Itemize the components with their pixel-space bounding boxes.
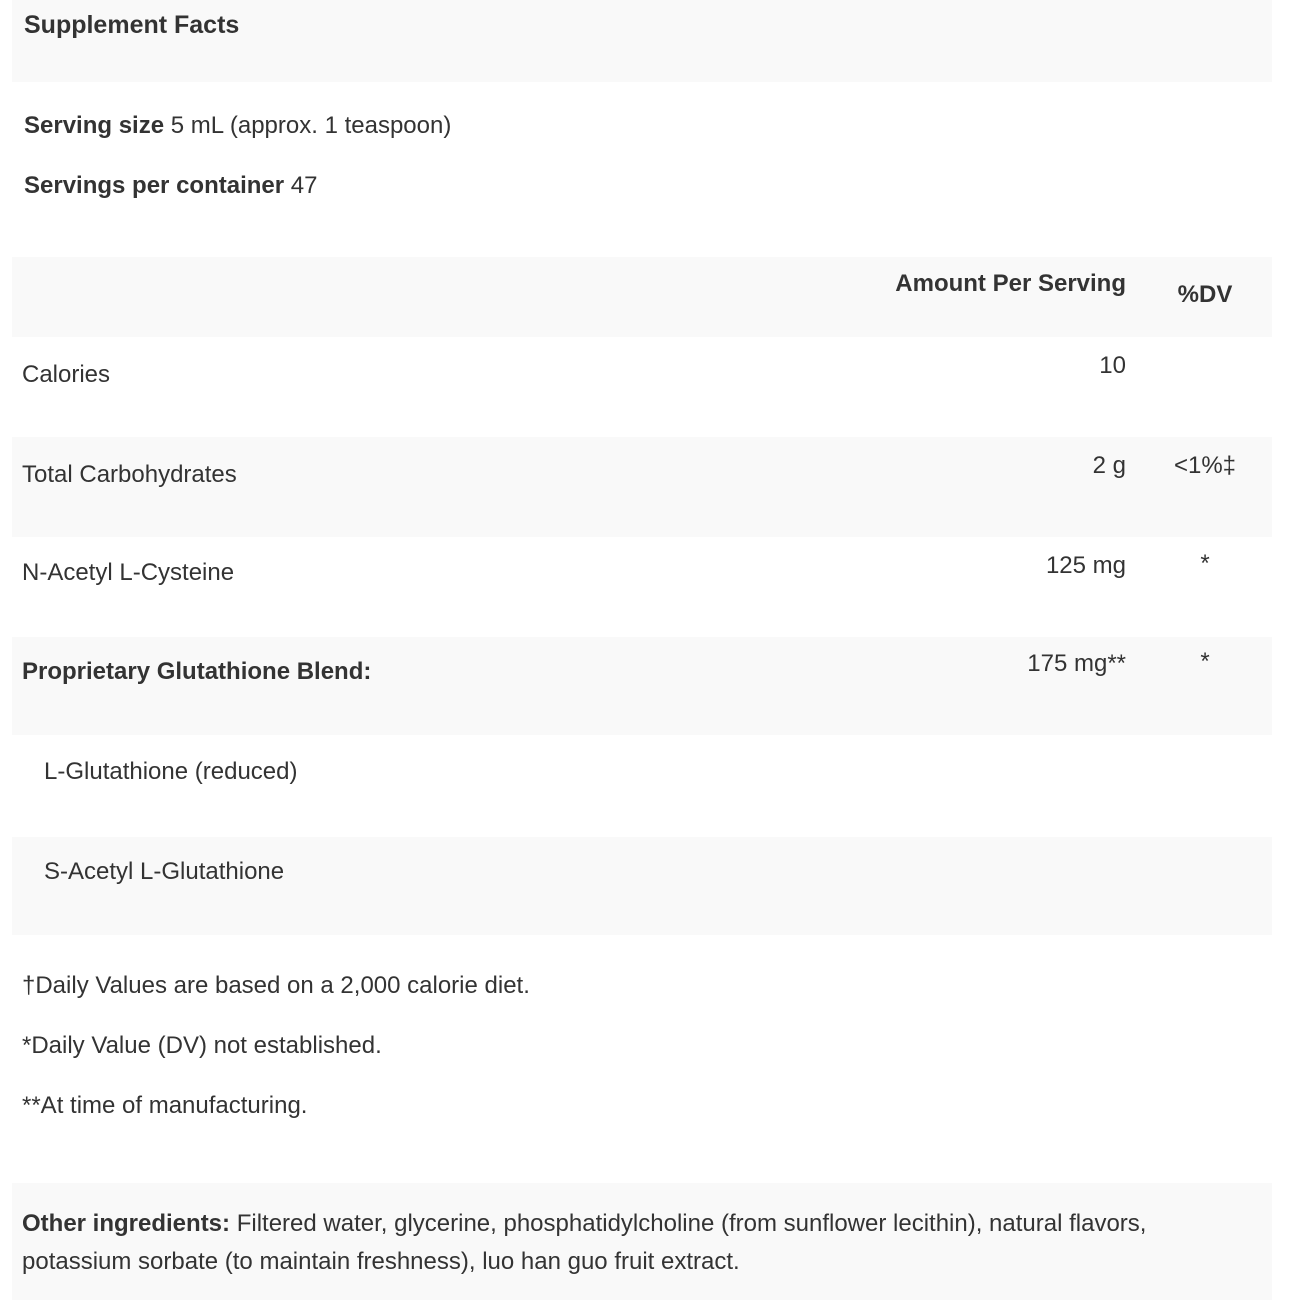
servings-per-container-label: Servings per container — [24, 172, 285, 199]
footnote-daily-values: †Daily Values are based on a 2,000 calorie diet. — [22, 972, 530, 999]
row-dv-n-acetyl-l-cysteine: * — [1200, 550, 1210, 577]
row-name-l-glutathione: L-Glutathione (reduced) — [44, 758, 298, 785]
footnote-time-of-manufacturing: **At time of manufacturing. — [22, 1092, 308, 1119]
other-ingredients-label: Other ingredients: — [22, 1210, 231, 1237]
row-amount-total-carbohydrates: 2 g — [1092, 452, 1126, 479]
header-dv: %DV — [1177, 281, 1233, 308]
row-name-total-carbohydrates: Total Carbohydrates — [22, 461, 237, 488]
row-name-proprietary-blend: Proprietary Glutathione Blend: — [22, 658, 372, 685]
serving-size — [24, 111, 451, 141]
row-name-calories: Calories — [22, 361, 111, 388]
serving-size-label: Serving size — [24, 112, 165, 139]
row-amount-calories: 10 — [1099, 352, 1126, 379]
header-amount-per-serving: Amount Per Serving — [895, 270, 1126, 297]
footnote-dv-not-established: *Daily Value (DV) not established. — [22, 1032, 382, 1059]
other-ingredients — [22, 1205, 1252, 1281]
row-amount-proprietary-blend: 175 mg** — [1027, 650, 1126, 677]
row-dv-proprietary-blend: * — [1200, 648, 1210, 675]
servings-per-container-value: 47 — [290, 172, 318, 199]
row-dv-total-carbohydrates: <1%‡ — [1173, 452, 1237, 479]
row-name-s-acetyl-l-glutathione: S-Acetyl L-Glutathione — [44, 858, 285, 885]
other-ingredients-text: Filtered water, glycerine, phosphatidylcholine (from sunflower lecithin), natural flavors, potassium sorbate (to maintain freshness), luo han guo fruit extract. — [22, 1210, 1147, 1275]
page-title: Supplement Facts — [24, 11, 240, 39]
serving-size-value: 5 mL (approx. 1 teaspoon) — [170, 112, 452, 139]
servings-per-container — [24, 171, 317, 201]
row-name-n-acetyl-l-cysteine: N-Acetyl L-Cysteine — [22, 559, 235, 586]
row-amount-n-acetyl-l-cysteine: 125 mg — [1045, 552, 1126, 579]
